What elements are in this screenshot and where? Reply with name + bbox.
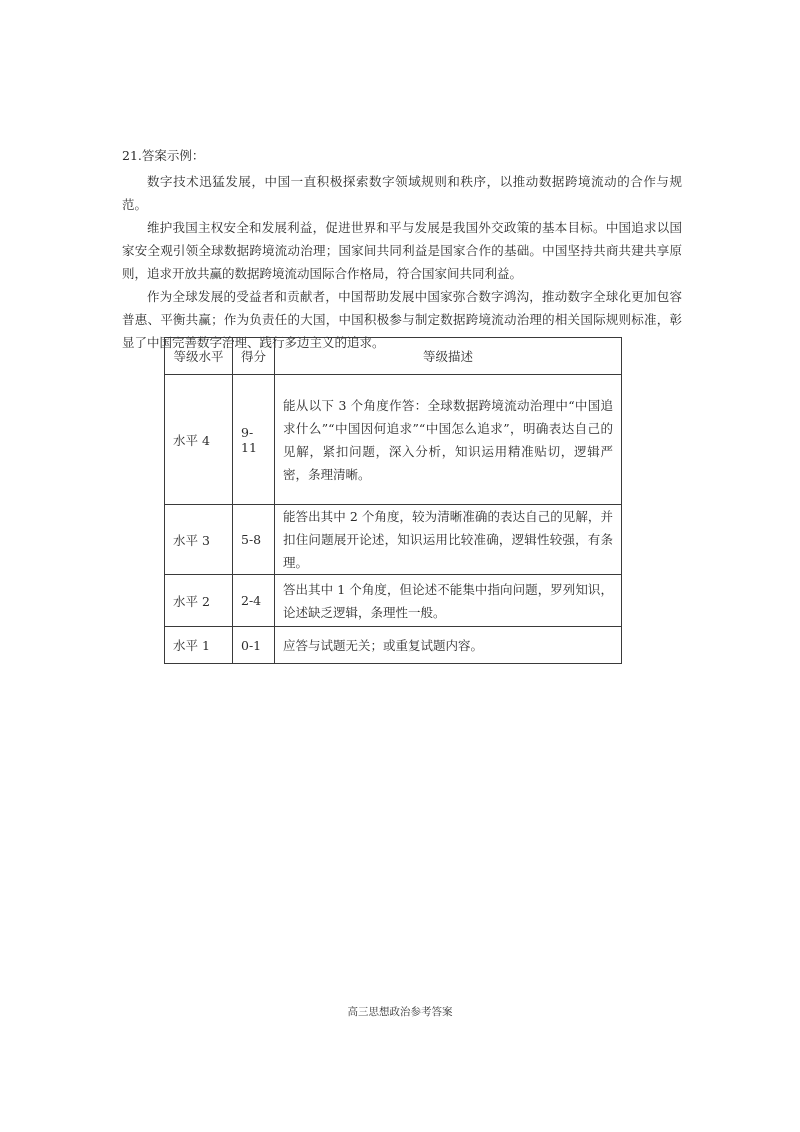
row-description: 应答与试题无关；或重复试题内容。 [275, 627, 622, 664]
answer-paragraph-1: 数字技术迅猛发展，中国一直积极探索数字领域规则和秩序，以推动数据跨境流动的合作与规范。 [122, 174, 682, 212]
row-score: 2-4 [233, 575, 275, 627]
table-row [165, 505, 622, 575]
row-level: 水平 1 [165, 627, 233, 664]
page-footer: 高三思想政治参考答案 [347, 1006, 453, 1018]
table-row [165, 627, 622, 664]
row-score: 5-8 [233, 505, 275, 575]
grading-rubric-table [164, 337, 622, 664]
header-level: 等级水平 [165, 338, 233, 375]
row-level: 水平 2 [165, 575, 233, 627]
header-description: 等级描述 [275, 338, 622, 375]
row-level: 水平 4 [165, 375, 233, 505]
row-description: 能从以下 3 个角度作答：全球数据跨境流动治理中“中国追求什么”“中国因何追求”“中国怎么追求”，明确表达自己的见解，紧扣问题，深入分析，知识运用精准贴切，逻辑严密，条理清晰。 [275, 375, 622, 505]
row-level: 水平 3 [165, 505, 233, 575]
answer-section [122, 146, 682, 354]
table-row [165, 375, 622, 505]
row-description: 能答出其中 2 个角度，较为清晰准确的表达自己的见解，并扣住问题展开论述，知识运用比较准确，逻辑性较强，有条理。 [275, 505, 622, 575]
answer-paragraph-3: 作为全球发展的受益者和贡献者，中国帮助发展中国家弥合数字鸿沟，推动数字全球化更加包容普惠、平衡共赢；作为负责任的大国，中国积极参与制定数据跨境流动治理的相关国际规则标准，彰显了中国完善数字治理、践行多边主义的追求。 [122, 289, 682, 350]
row-description: 答出其中 1 个角度，但论述不能集中指向问题，罗列知识，论述缺乏逻辑，条理性一般。 [275, 575, 622, 627]
row-score: 9-11 [233, 375, 275, 505]
header-score: 得分 [233, 338, 275, 375]
row-score: 0-1 [233, 627, 275, 664]
question-heading: 21.答案示例： [122, 148, 205, 163]
table-row [165, 575, 622, 627]
rubric-header-row [165, 338, 622, 375]
answer-paragraph-2: 维护我国主权安全和发展利益，促进世界和平与发展是我国外交政策的基本目标。中国追求以国家安全观引领全球数据跨境流动治理；国家间共同利益是国家合作的基础。中国坚持共商共建共享原则，追求开放共赢的数据跨境流动国际合作格局，符合国家间共同利益。 [122, 220, 682, 281]
